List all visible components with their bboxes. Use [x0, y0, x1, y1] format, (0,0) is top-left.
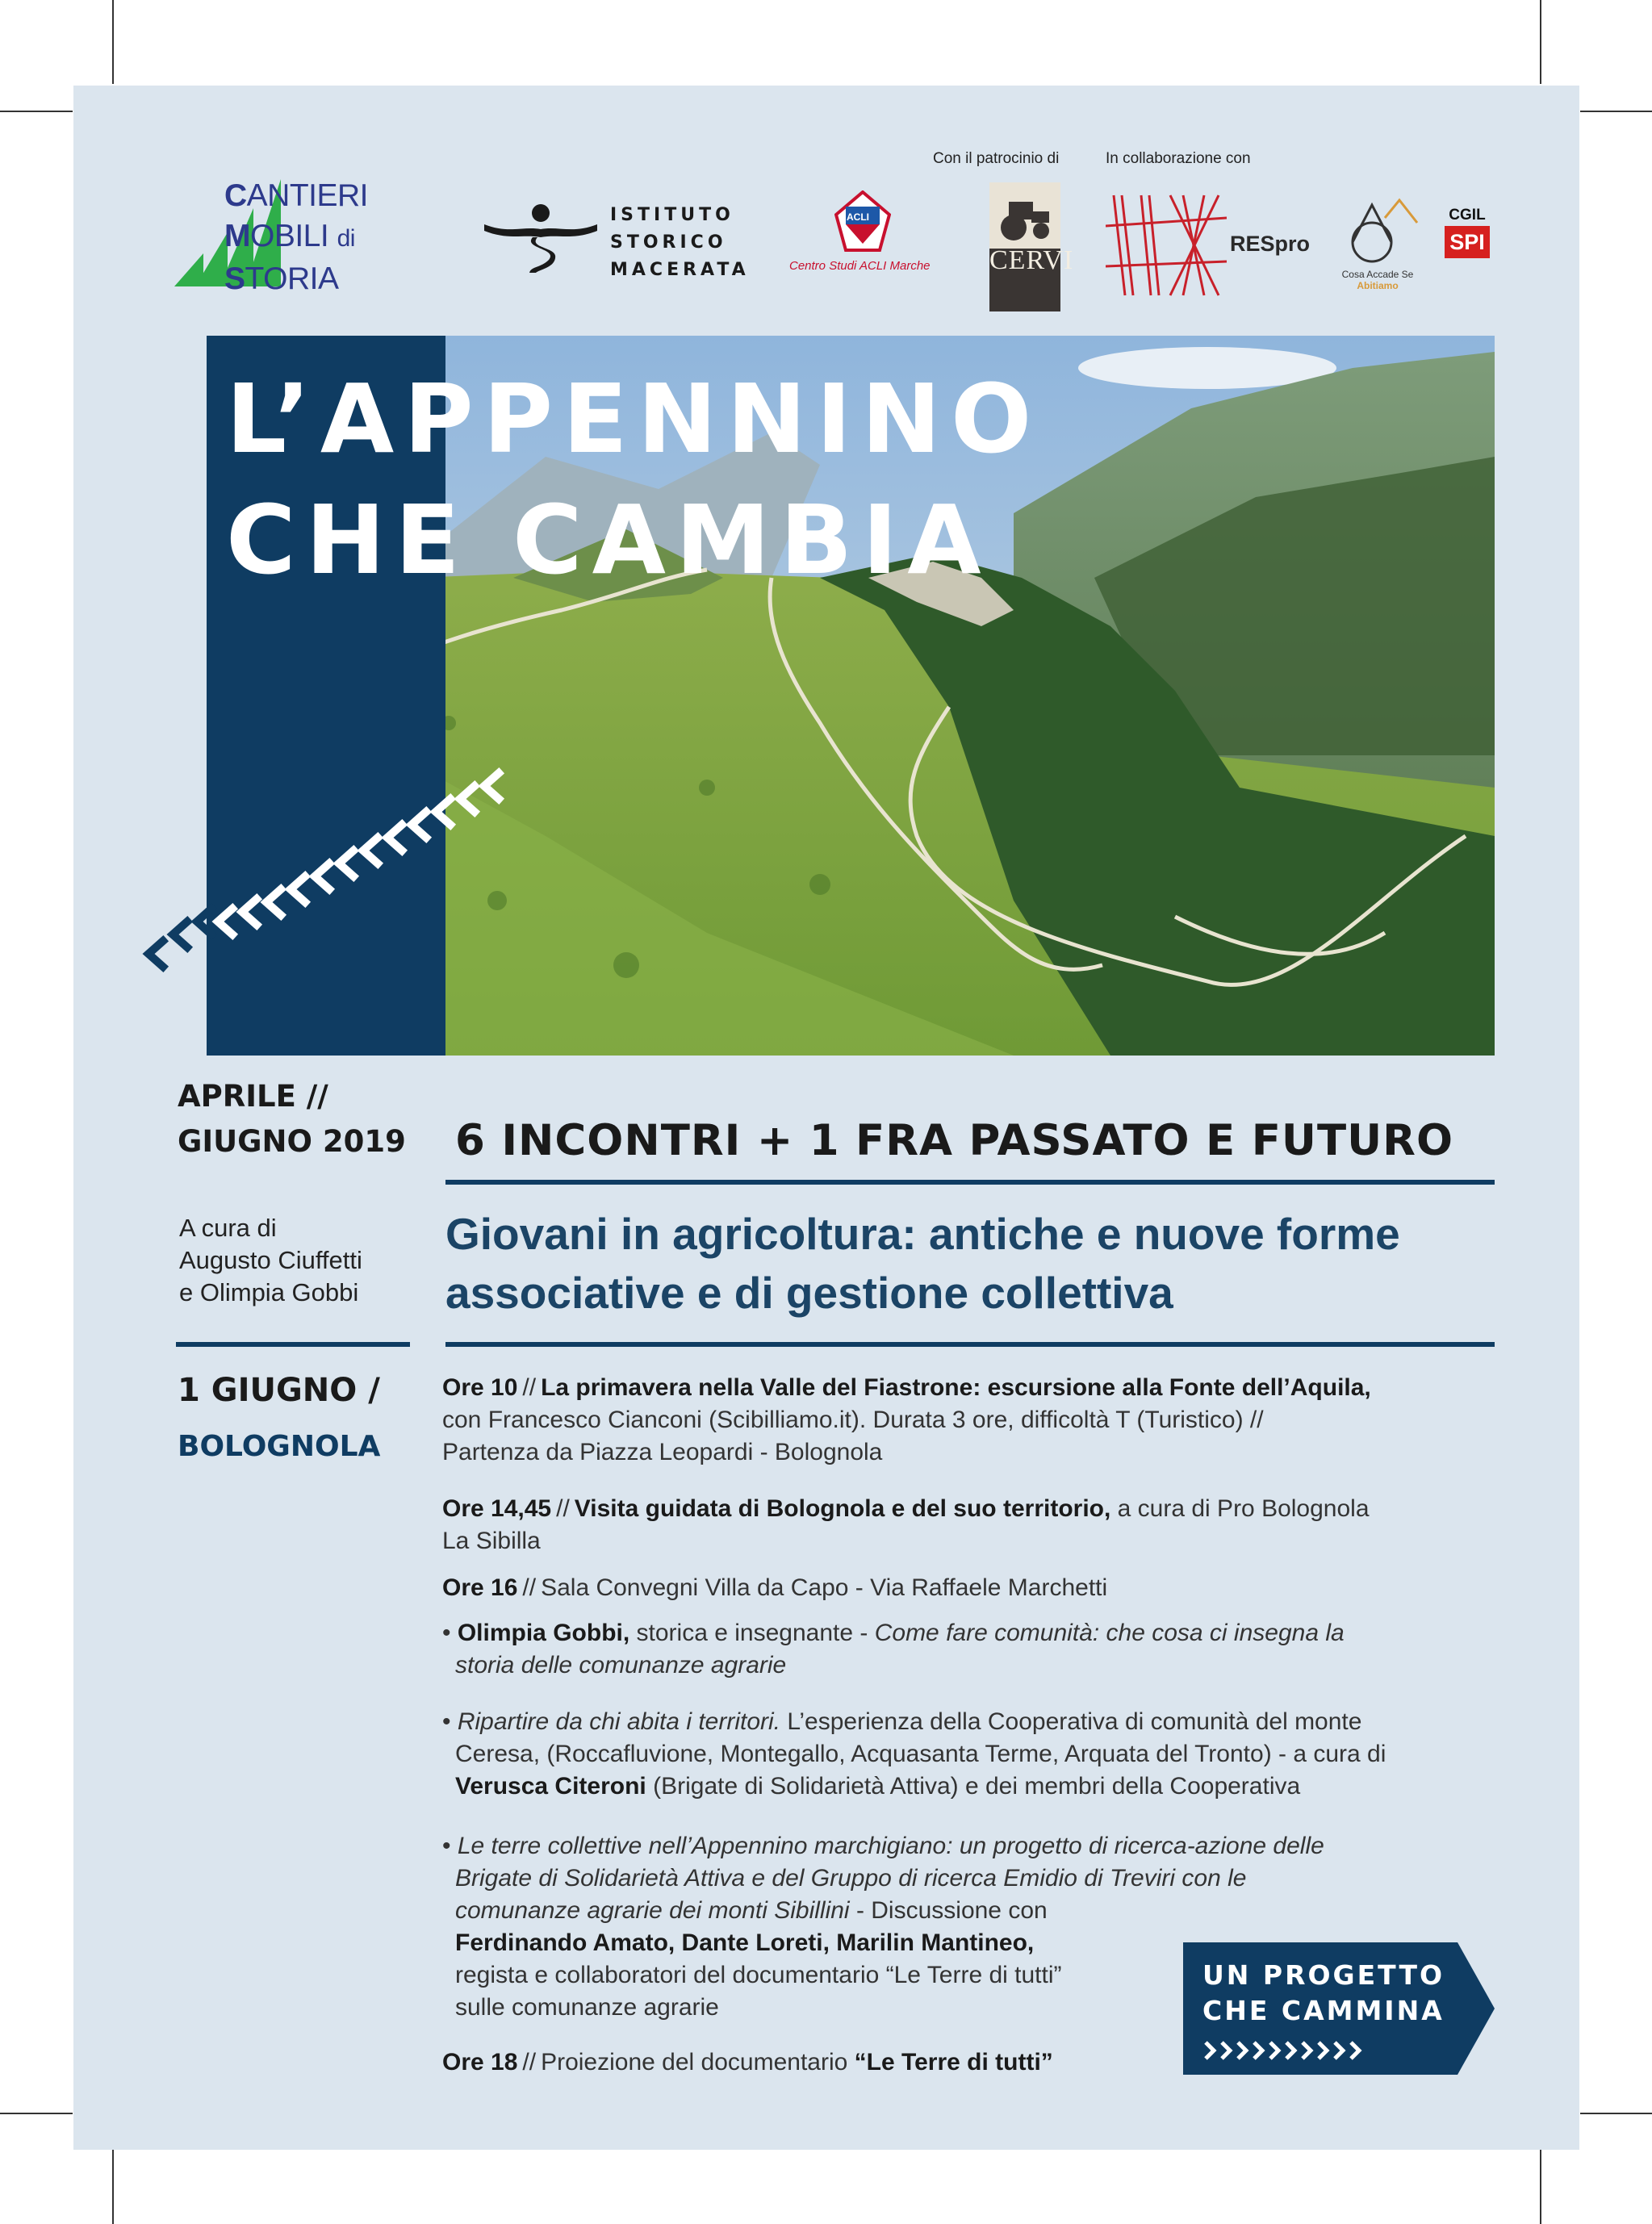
program-bullet-1: • Olimpia Gobbi, storica e insegnante - Come fare comunità: che cosa ci insegna la storia delle comunanze agrarie [442, 1620, 1345, 1678]
crop-mark [112, 0, 114, 84]
divider-rule-right [445, 1342, 1495, 1347]
curator-credits: A cura di Augusto Ciuffetti e Olimpia Gobbi [179, 1214, 362, 1306]
crop-mark [0, 111, 73, 112]
cosa-accade-logo: Cosa Accade Se Abitiamo [1341, 269, 1414, 291]
crop-mark [112, 2137, 114, 2224]
cervi-label: CERVI [989, 245, 1074, 275]
project-badge-line2: CHE CAMMINA [1202, 1995, 1445, 2026]
divider-rule-left [176, 1342, 410, 1347]
cosa-accade-logo-icon [1336, 194, 1420, 266]
date-range-line2: GIUGNO 2019 [178, 1124, 406, 1159]
cervi-logo [989, 182, 1074, 311]
chevron-trail-icon [137, 750, 517, 1001]
cervi-emblem [989, 182, 1060, 249]
cantieri-logo-text: CANTIERI MOBILI di STORIA [224, 178, 369, 296]
incontri-headline: 6 INCONTRI + 1 FRA PASSATO E FUTURO [455, 1116, 1453, 1165]
event-place: BOLOGNOLA [178, 1430, 381, 1463]
istituto-logo-icon [484, 202, 597, 274]
acli-badge: ACLI [847, 211, 869, 223]
crop-mark [1580, 111, 1652, 112]
crop-mark [0, 2113, 73, 2114]
tractor-icon [989, 182, 1060, 249]
program-item-4: Ore 18 // Proiezione del documentario “Le Terre di tutti” [442, 2049, 1053, 2076]
collaborazione-label: In collaborazione con [1106, 150, 1251, 167]
date-range-line1: APRILE // [178, 1079, 328, 1114]
lines-logo-icon [1106, 194, 1227, 297]
respro-logo: RESpro [1230, 232, 1311, 256]
program-bullet-2: • Ripartire da chi abita i territori. L’esperienza della Cooperativa di comunità del monte Ceresa, (Roccafluvione, Montegallo, Acquasanta Terme, Arquata del Tronto) - a cura di Verusca Citeroni (Brigate di Solidarietà Attiva) e dei membri della Cooperativa [442, 1708, 1386, 1800]
crop-mark [1540, 0, 1541, 84]
hero-title-line2: CHE CAMBIA [226, 484, 991, 596]
program-item-1: Ore 10 // La primavera nella Valle del Fiastrone: escursione alla Fonte dell’Aquila, con Francesco Cianconi (Scibilliamo.it). Durata 3 ore, difficoltà T (Turistico) // Partenza da Piazza Leopardi - Bolognola [442, 1374, 1371, 1465]
istituto-logo-text: ISTITUTO STORICO MACERATA [610, 205, 750, 280]
cgil-spi-logo: CGIL SPI [1445, 207, 1490, 258]
event-subtitle: Giovani in agricoltura: antiche e nuove forme associative e di gestione collettiva [445, 1209, 1400, 1318]
crop-mark [1540, 2137, 1541, 2224]
hero-title-line1: L’APPENNINO [226, 363, 1042, 474]
divider-rule [445, 1180, 1495, 1185]
program-bullet-3: • Le terre collettive nell’Appennino marchigiano: un progetto di ricerca-azione delle Brigate di Solidarietà Attiva e del Gruppo di ricerca Emidio di Treviri con le comunanze agrarie dei monti Sibillini - Discussione con Ferdinando Amato, Dante Loreti, Marilin Mantineo, regista e collaboratori del documentario “Le Terre di tutti” sulle comunanze agrarie [442, 1833, 1324, 2021]
crop-mark [1580, 2113, 1652, 2114]
patrocinio-label: Con il patrocinio di [933, 150, 1060, 167]
project-badge-line1: UN PROGETTO [1202, 1959, 1445, 1991]
program-item-3: Ore 16 // Sala Convegni Villa da Capo - Via Raffaele Marchetti [442, 1574, 1108, 1601]
program-item-2: Ore 14,45 // Visita guidata di Bolognola e del suo territorio, a cura di Pro Bolognola La Sibilla [442, 1495, 1370, 1554]
event-date: 1 GIUGNO / [178, 1372, 380, 1409]
acli-caption: Centro Studi ACLI Marche [789, 259, 931, 273]
